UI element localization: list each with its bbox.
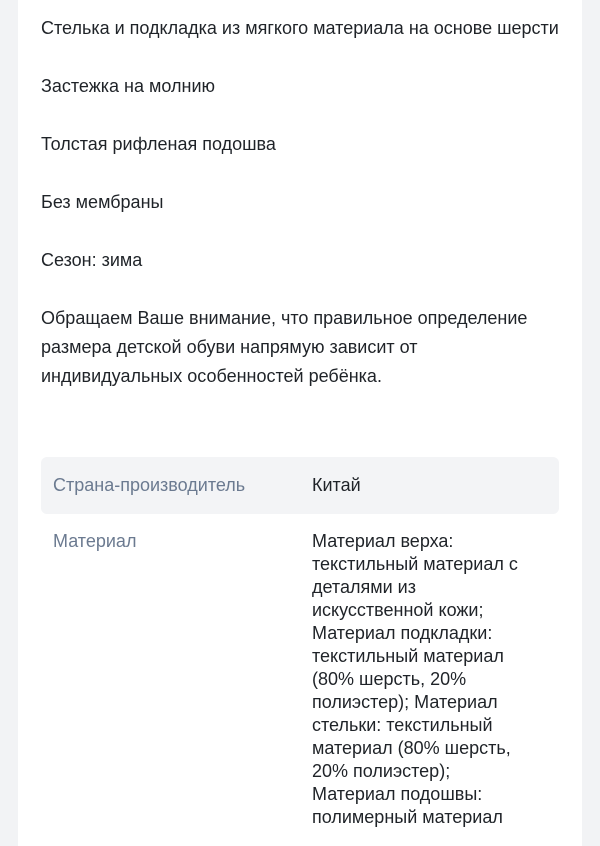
description-paragraph: Без мембраны: [41, 192, 164, 212]
description-paragraph: Застежка на молнию: [41, 76, 215, 96]
description-paragraph: Толстая рифленая подошва: [41, 134, 276, 154]
spec-value: Китай: [312, 475, 361, 495]
description-paragraph: Обращаем Ваше внимание, что правильное определение размера детской обуви напрямую зависит от индивидуальных особенностей ребёнка.: [41, 308, 528, 386]
spec-row-country: [41, 457, 559, 514]
spec-row-material: [41, 514, 559, 843]
description-paragraph: Стелька и подкладка из мягкого материала на основе шерсти: [41, 18, 559, 38]
specs-table: [41, 457, 559, 843]
product-description: [41, 14, 561, 420]
spec-value: Материал верха: текстильный материал с деталями из искусственной кожи; Материал подкладки: текстильный материал (80% шерсть, 20% полиэстер); Материал стельки: текстильный материал (80% шерсть, 20% полиэстер); Материал подошвы: полимерный материал: [312, 531, 518, 827]
description-paragraph: Сезон: зима: [41, 250, 143, 270]
spec-key: Материал: [53, 531, 137, 551]
spec-key: Страна-производитель: [53, 475, 246, 495]
